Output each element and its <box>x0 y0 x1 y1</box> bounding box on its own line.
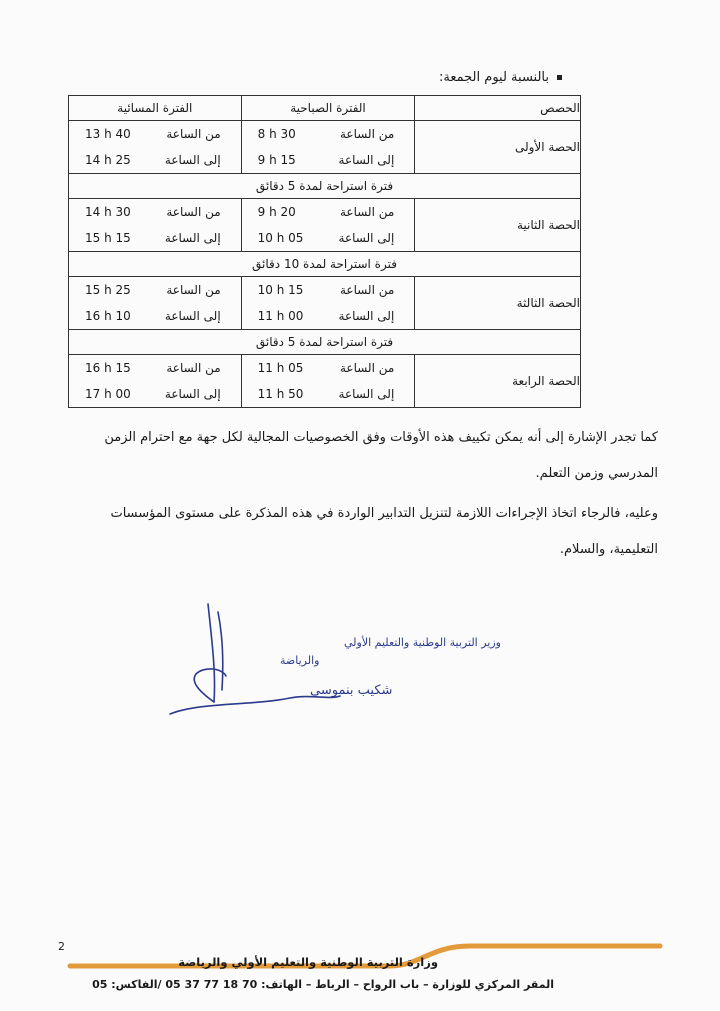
break-row <box>69 174 581 199</box>
page-number: 2 <box>58 940 65 953</box>
to-time: 16 h 10 <box>85 309 131 323</box>
to-label: إلى الساعة <box>164 309 221 323</box>
from-label: من الساعة <box>339 205 395 219</box>
schedule-table <box>68 95 581 408</box>
break-label: فترة استراحة لمدة 10 دقائق <box>69 252 581 277</box>
from-label: من الساعة <box>339 127 395 141</box>
from-label: من الساعة <box>339 283 395 297</box>
session-name: الحصة الأولى <box>415 121 581 174</box>
evening-cell <box>69 355 242 408</box>
to-time: 11 h 50 <box>257 387 304 401</box>
table-header-row <box>69 96 581 121</box>
evening-cell <box>69 277 242 330</box>
morning-cell <box>241 121 415 174</box>
signature-title-line1: وزير التربية الوطنية والتعليم الأولي <box>344 636 501 649</box>
from-time: 15 h 25 <box>85 283 131 297</box>
paragraph-adaptation: كما تجدر الإشارة إلى أنه يمكن تكييف هذه الأوقات وفق الخصوصيات المجالية لكل جهة مع احترام الزمن المدرسي وزمن التعلم. <box>104 430 658 481</box>
header-sessions: الحصص <box>415 96 581 121</box>
from-time: 13 h 40 <box>85 127 131 141</box>
table-row <box>69 277 581 330</box>
from-label: من الساعة <box>166 205 221 219</box>
evening-cell <box>69 121 242 174</box>
to-time: 14 h 25 <box>85 153 131 167</box>
morning-cell <box>241 355 415 408</box>
session-name: الحصة الثانية <box>415 199 581 252</box>
table-row <box>69 121 581 174</box>
to-label: إلى الساعة <box>164 231 221 245</box>
morning-cell <box>241 199 415 252</box>
session-name: الحصة الرابعة <box>415 355 581 408</box>
from-label: من الساعة <box>339 361 395 375</box>
table-row <box>69 199 581 252</box>
intro-text: بالنسبة ليوم الجمعة: <box>439 70 549 85</box>
to-label: إلى الساعة <box>164 387 221 401</box>
paragraph-closing: وعليه، فالرجاء اتخاذ الإجراءات اللازمة لتنزيل التدابير الواردة في هذه المذكرة على مستوى المؤسسات التعليمية، والسلام. <box>110 506 658 557</box>
from-time: 11 h 05 <box>257 361 304 375</box>
morning-cell <box>241 277 415 330</box>
to-time: 10 h 05 <box>257 231 304 245</box>
footer-ministry: وزارة التربية الوطنية والتعليم الأولي والرياضة <box>178 955 438 969</box>
to-time: 17 h 00 <box>85 387 131 401</box>
to-label: إلى الساعة <box>338 309 395 323</box>
to-label: إلى الساعة <box>164 153 221 167</box>
break-row <box>69 330 581 355</box>
header-evening: الفترة المسائية <box>69 96 242 121</box>
header-morning: الفترة الصباحية <box>241 96 415 121</box>
to-time: 15 h 15 <box>85 231 131 245</box>
break-label: فترة استراحة لمدة 5 دقائق <box>69 174 581 199</box>
break-label: فترة استراحة لمدة 5 دقائق <box>69 330 581 355</box>
footer-address: المقر المركزي للوزارة – باب الرواح – الرباط – الهاتف: 70 18 77 37 05 /الفاكس: 05 <box>92 978 554 991</box>
from-time: 9 h 20 <box>257 205 296 219</box>
from-label: من الساعة <box>166 283 221 297</box>
to-label: إلى الساعة <box>338 231 395 245</box>
to-time: 9 h 15 <box>257 153 296 167</box>
from-label: من الساعة <box>166 127 221 141</box>
bullet-icon <box>557 75 562 80</box>
signature-title-line2: والرياضة <box>280 654 320 667</box>
from-time: 14 h 30 <box>85 205 131 219</box>
session-name: الحصة الثالثة <box>415 277 581 330</box>
evening-cell <box>69 199 242 252</box>
break-row <box>69 252 581 277</box>
from-time: 16 h 15 <box>85 361 131 375</box>
to-time: 11 h 00 <box>257 309 304 323</box>
signature-name: شكيب بنموسى <box>310 683 393 698</box>
from-label: من الساعة <box>166 361 221 375</box>
to-label: إلى الساعة <box>338 153 395 167</box>
signature-image <box>130 602 501 722</box>
table-row <box>69 355 581 408</box>
to-label: إلى الساعة <box>338 387 395 401</box>
intro-line <box>439 70 562 85</box>
from-time: 8 h 30 <box>257 127 296 141</box>
from-time: 10 h 15 <box>257 283 304 297</box>
